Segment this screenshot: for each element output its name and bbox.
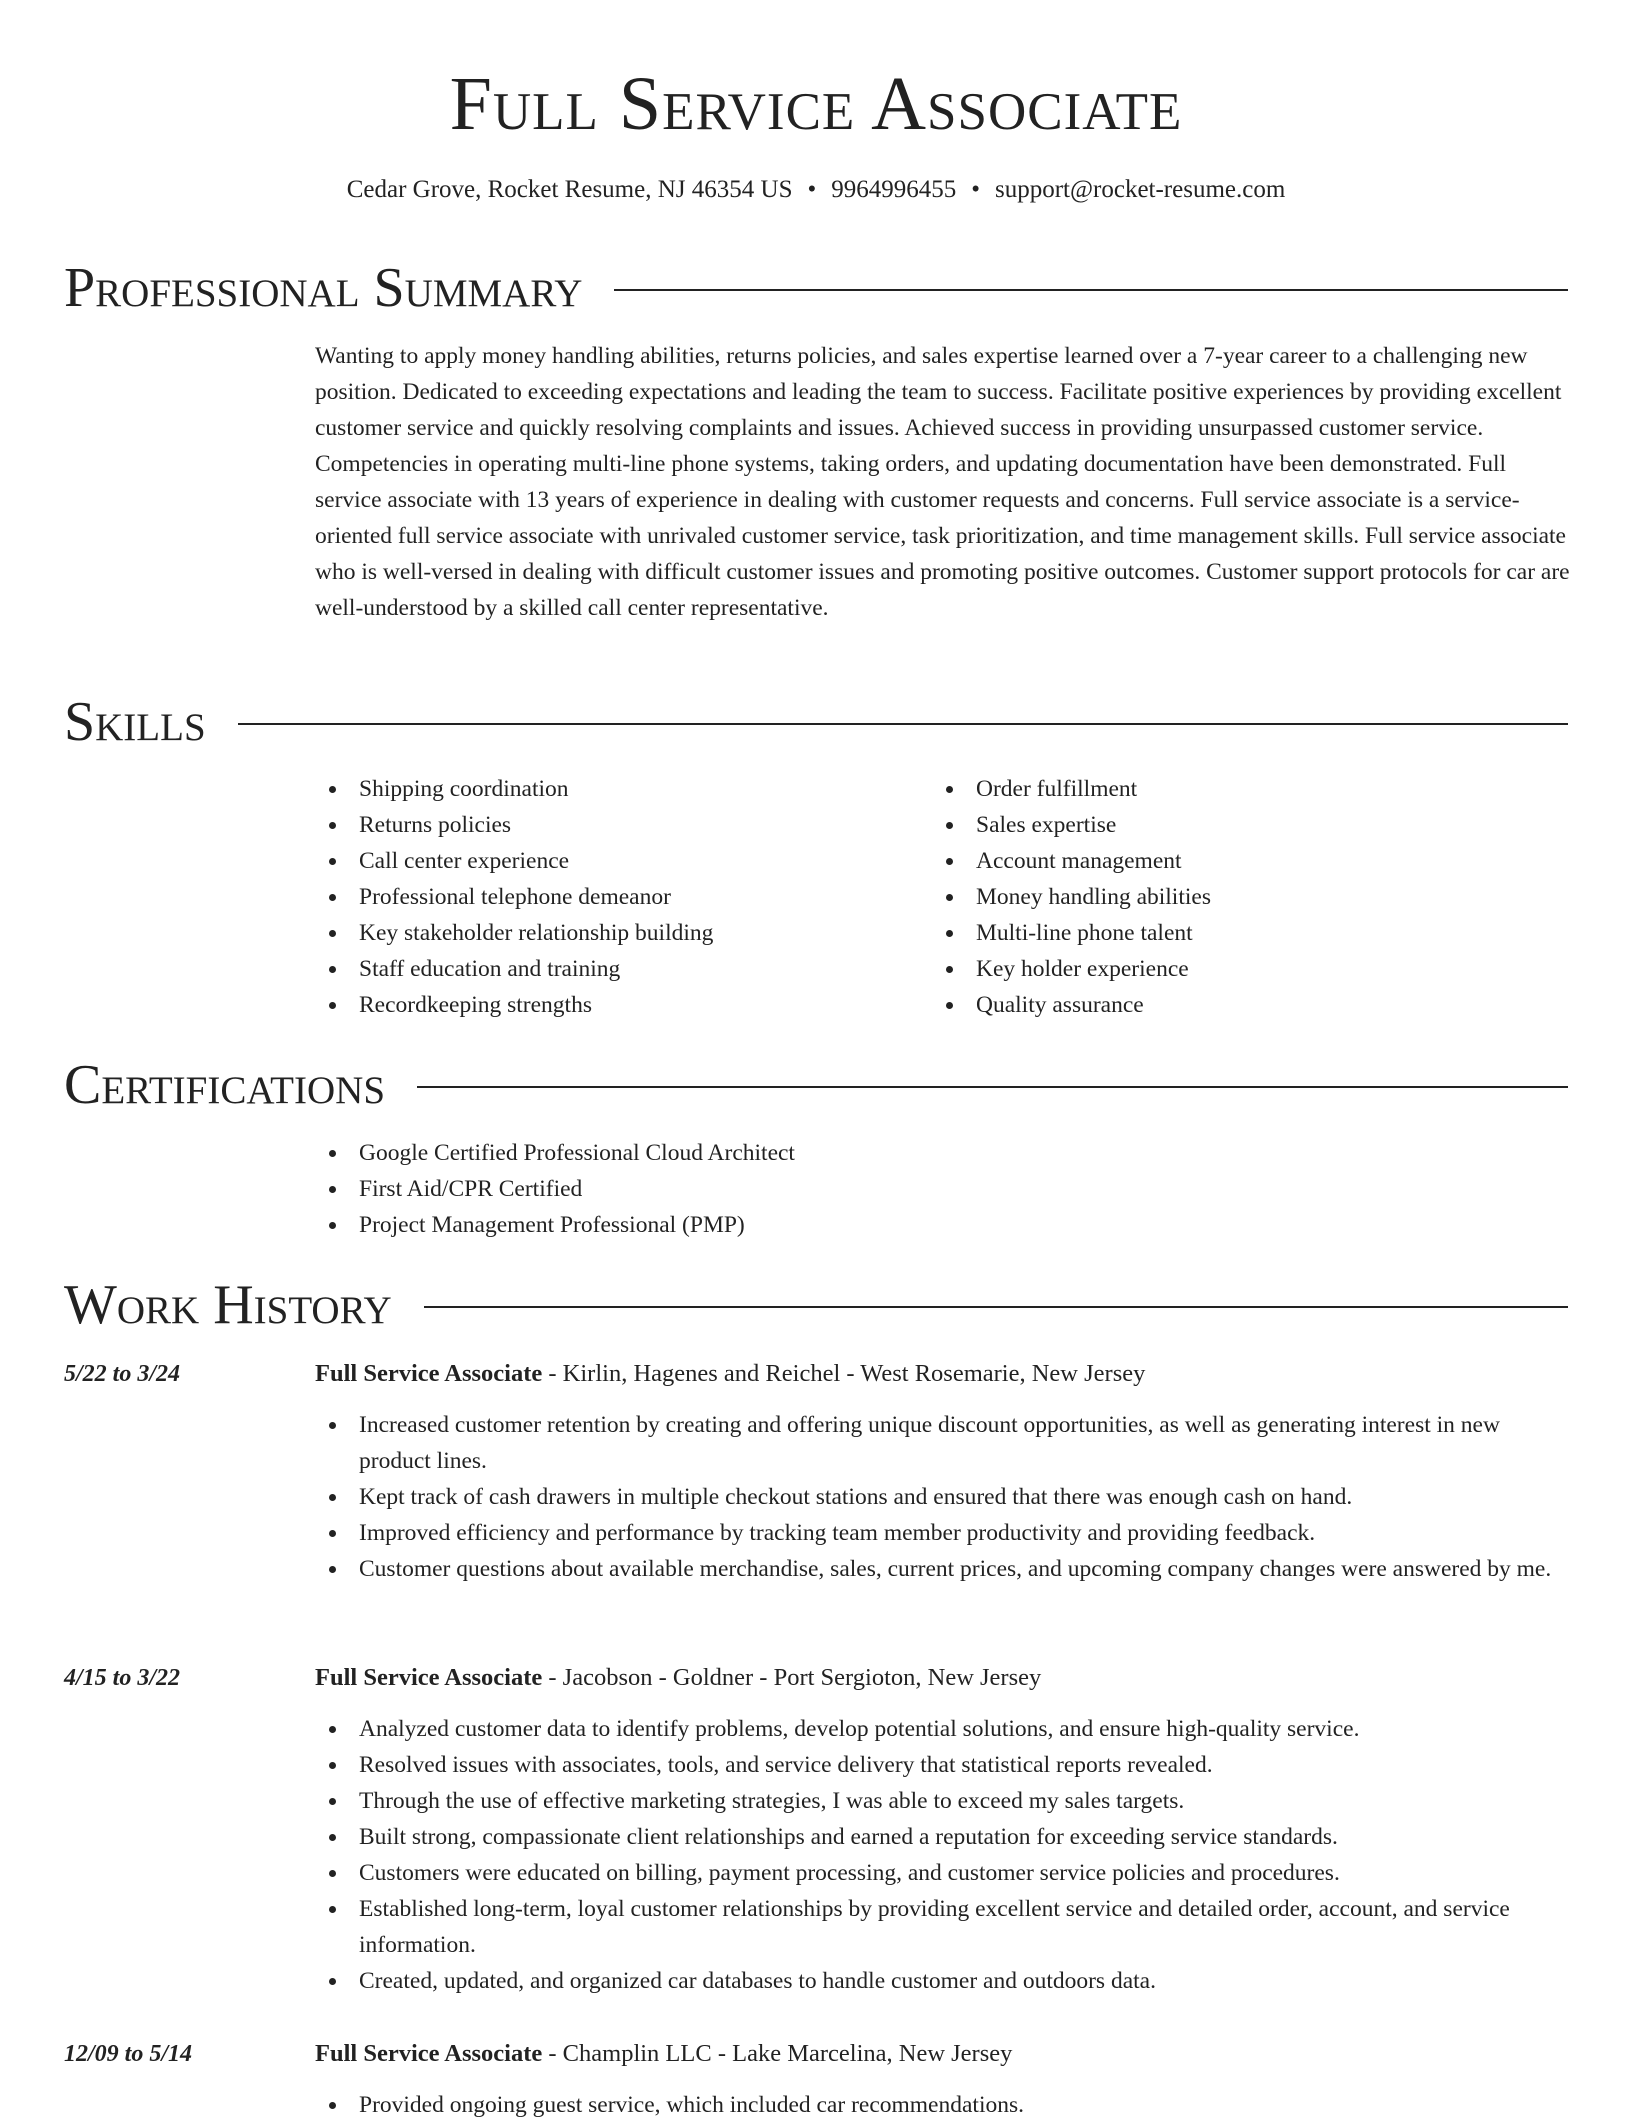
contact-email: support@rocket-resume.com [995, 176, 1286, 203]
skill-item: Money handling abilities [932, 879, 1211, 915]
job-bullet: Created, updated, and organized car databases to handle customer and outdoors data. [315, 1963, 1568, 1999]
skill-item: Key holder experience [932, 951, 1211, 987]
skill-item: Account management [932, 843, 1211, 879]
section-title-work-history: Work History [64, 1274, 392, 1336]
section-rule [424, 1306, 1568, 1308]
job-employer: - Kirlin, Hagenes and Reichel - West Rosemarie, New Jersey [542, 1360, 1146, 1387]
job-title-line [315, 1660, 1041, 1696]
certifications-list [315, 1135, 795, 1243]
contact-address: Cedar Grove, Rocket Resume, NJ 46354 US [346, 176, 793, 203]
skill-item: Key stakeholder relationship building [315, 915, 713, 951]
contact-line [0, 172, 1632, 208]
contact-phone: 9964996455 [831, 176, 957, 203]
job-title: Full Service Associate [315, 1360, 543, 1387]
skill-item: Order fulfillment [932, 771, 1211, 807]
skill-item: Staff education and training [315, 951, 713, 987]
contact-separator: • [971, 176, 980, 203]
job-dates: 4/15 to 3/22 [64, 1665, 181, 1691]
section-heading-summary [64, 256, 1568, 320]
job-bullet: Through the use of effective marketing strategies, I was able to exceed my sales targets. [315, 1783, 1568, 1819]
contact-separator: • [807, 176, 817, 203]
job-title: Full Service Associate [315, 1664, 543, 1691]
section-rule [238, 723, 1568, 725]
skills-column-right [932, 771, 1211, 1023]
section-rule [614, 289, 1568, 291]
section-heading-certifications [64, 1053, 1568, 1117]
job-bullet: Provided ongoing guest service, which included car recommendations. [315, 2087, 1568, 2123]
skill-item: Multi-line phone talent [932, 915, 1211, 951]
job-title-line [315, 2036, 1012, 2072]
summary-text: Wanting to apply money handling abilities, returns policies, and sales expertise learned over a 7-year career to a challenging new position. Dedicated to exceeding expectations and leading the team to success. Facilitate positive experiences by providing excellent customer service and quickly resolving complaints and issues. Achieved success in providing unsurpassed customer service. Competencies in operating multi-line phone systems, taking orders, and updating documentation have been demonstrated. Full service associate with 13 years of experience in dealing with customer requests and concerns. Full service associate is a service-oriented full service associate with unrivaled customer service, task prioritization, and time management skills. Full service associate who is well-versed in dealing with difficult customer issues and promoting positive outcomes. Customer support protocols for car are well-understood by a skilled call center representative. [315, 343, 1570, 621]
job-bullet: Established long-term, loyal customer relationships by providing excellent service and detailed order, account, and service information. [315, 1891, 1568, 1963]
section-title-summary: Professional Summary [64, 257, 583, 319]
certification-item: First Aid/CPR Certified [315, 1171, 795, 1207]
job-bullet: Resolved issues with associates, tools, and service delivery that statistical reports revealed. [315, 1747, 1568, 1783]
job-bullets [315, 1407, 1568, 1587]
candidate-name: Full Service Associate [449, 62, 1183, 146]
job-dates: 5/22 to 3/24 [64, 1361, 181, 1387]
job-bullet: Customers were educated on billing, payment processing, and customer service policies and procedures. [315, 1855, 1568, 1891]
section-title-certifications: Certifications [64, 1054, 386, 1116]
job-bullet: Kept track of cash drawers in multiple checkout stations and ensured that there was enough cash on hand. [315, 1479, 1568, 1515]
job-title-line [315, 1356, 1145, 1392]
skill-item: Returns policies [315, 807, 713, 843]
job-employer: - Jacobson - Goldner - Port Sergioton, New Jersey [542, 1664, 1042, 1691]
section-rule [417, 1086, 1568, 1088]
skills-column-left [315, 771, 713, 1023]
skill-item: Sales expertise [932, 807, 1211, 843]
certification-item: Project Management Professional (PMP) [315, 1207, 795, 1243]
skill-item: Quality assurance [932, 987, 1211, 1023]
job-bullet: Increased customer retention by creating and offering unique discount opportunities, as well as generating interest in new product lines. [315, 1407, 1568, 1479]
job-bullet: Improved efficiency and performance by tracking team member productivity and providing feedback. [315, 1515, 1568, 1551]
job-bullet: Customer questions about available merchandise, sales, current prices, and upcoming company changes were answered by me. [315, 1551, 1568, 1587]
section-heading-work-history [64, 1273, 1568, 1337]
job-title: Full Service Associate [315, 2040, 543, 2067]
certification-item: Google Certified Professional Cloud Architect [315, 1135, 795, 1171]
skill-item: Shipping coordination [315, 771, 713, 807]
skill-item: Recordkeeping strengths [315, 987, 713, 1023]
job-employer: - Champlin LLC - Lake Marcelina, New Jersey [542, 2040, 1013, 2067]
job-bullet: Analyzed customer data to identify problems, develop potential solutions, and ensure high-quality service. [315, 1711, 1568, 1747]
section-title-skills: Skills [64, 691, 206, 753]
job-bullet: Built strong, compassionate client relationships and earned a reputation for exceeding service standards. [315, 1819, 1568, 1855]
job-bullets [315, 2087, 1568, 2123]
section-heading-skills [64, 690, 1568, 754]
job-bullets [315, 1711, 1568, 1999]
skill-item: Call center experience [315, 843, 713, 879]
skill-item: Professional telephone demeanor [315, 879, 713, 915]
job-dates: 12/09 to 5/14 [64, 2041, 193, 2067]
